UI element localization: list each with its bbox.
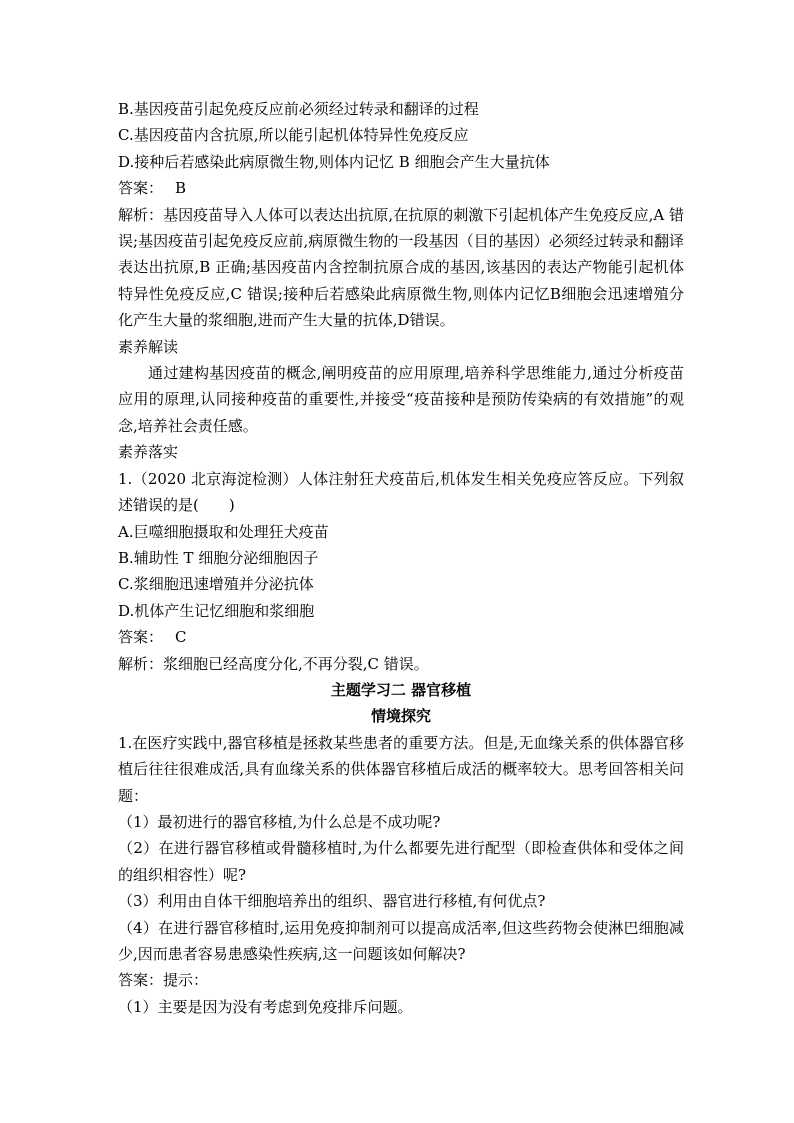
literacy-reading-heading: 素养解读 (118, 337, 179, 356)
answer-row (118, 175, 684, 201)
practice-answer-value: C (175, 628, 187, 647)
practice-option-b: B.辅助性 T 细胞分泌细胞因子 (118, 548, 319, 567)
practice-answer-label: 答案： (118, 628, 164, 647)
topic-question-4: （4）在进行器官移植时,运用免疫抑制剂可以提高成活率,但这些药物会使淋巴细胞减少,因而患者容易患感染性疾病,这一问题该如何解决? (118, 918, 684, 963)
practice-answer-row (118, 624, 684, 650)
topic-question-2: （2）在进行器官移植或骨髓移植时,为什么都要先进行配型（即检查供体和受体之间的组织相容性）呢? (118, 839, 684, 884)
topic-answer-1: （1）主要是因为没有考虑到免疫排斥问题。 (118, 997, 413, 1016)
practice-question: 1.（2020 北京海淀检测）人体注射狂犬疫苗后,机体发生相关免疫应答反应。下列叙述错误的是( ) (118, 469, 684, 515)
option-d: D.接种后若感染此病原微生物,则体内记忆 B 细胞会产生大量抗体 (118, 152, 550, 171)
answer-label: 答案： (118, 179, 164, 198)
topic-intro: 1.在医疗实践中,器官移植是拯救某些患者的重要方法。但是,无血缘关系的供体器官移植后往往很难成活,具有血缘关系的供体器官移植后成活的概率较大。思考回答相关问题： (118, 733, 684, 805)
practice-option-a: A.巨噬细胞摄取和处理狂犬疫苗 (118, 522, 329, 541)
literacy-practice-heading: 素养落实 (118, 443, 179, 462)
literacy-reading-text: 通过建构基因疫苗的概念,阐明疫苗的应用原理,培养科学思维能力,通过分析疫苗应用的原理,认同接种疫苗的重要性,并接受“疫苗接种是预防传染病的有效措施”的观念,培养社会责任感。 (118, 364, 684, 435)
topic-answer-line: 答案：提示： (118, 971, 209, 990)
topic-question-1: （1）最初进行的器官移植,为什么总是不成功呢? (118, 812, 441, 831)
document-body (118, 96, 684, 1020)
topic-question-3: （3）利用由自体干细胞培养出的组织、器官进行移植,有何优点? (118, 892, 546, 911)
option-c: C.基因疫苗内含抗原,所以能引起机体特异性免疫反应 (118, 126, 469, 145)
option-b: B.基因疫苗引起免疫反应前必须经过转录和翻译的过程 (118, 100, 479, 118)
topic-subtitle: 情境探究 (370, 707, 431, 726)
practice-analysis: 解析：浆细胞已经高度分化,不再分裂,C 错误。 (118, 654, 429, 673)
practice-option-d: D.机体产生记忆细胞和浆细胞 (118, 601, 315, 620)
analysis-paragraph: 解析：基因疫苗导入人体可以表达出抗原,在抗原的刺激下引起机体产生免疫反应,A 错误;基因疫苗引起免疫反应前,病原微生物的一段基因（目的基因）必须经过转录和翻译表达出抗原,B 正确;基因疫苗内含控制抗原合成的基因,该基因的表达产物能引起机体特异性免疫反应,C 错误;接种后若感染此病原微生物,则体内记忆B细胞会迅速增殖分化产生大量的浆细胞,进而产生大量的抗体,D错误。 (118, 205, 684, 330)
topic-title: 主题学习二 器官移植 (330, 680, 472, 699)
practice-option-c: C.浆细胞迅速增殖并分泌抗体 (118, 575, 314, 594)
answer-value: B (175, 179, 187, 198)
